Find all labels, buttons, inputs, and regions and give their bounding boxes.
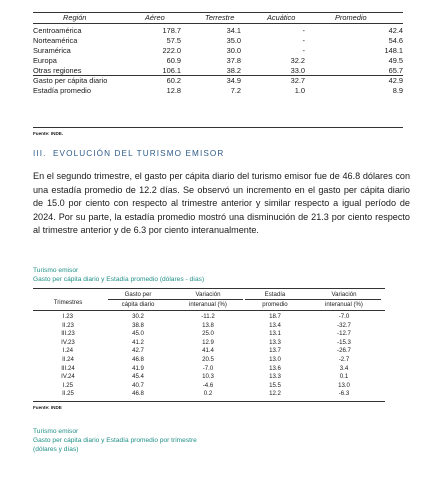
table-row — [33, 313, 385, 321]
header-gasto-l2: cápita diario — [121, 301, 155, 308]
value-cell: 12.9 — [202, 338, 214, 346]
value-cell: 35.0 — [226, 36, 241, 45]
quarter-cell: II.25 — [62, 390, 74, 398]
value-cell: 40.7 — [132, 381, 144, 389]
value-cell: 30.0 — [226, 46, 241, 55]
value-cell: 13.7 — [269, 347, 281, 355]
table2-header-rule — [33, 310, 385, 311]
value-cell: 1.0 — [294, 86, 305, 95]
value-cell: 41.9 — [132, 364, 144, 372]
value-cell: 33.0 — [290, 66, 305, 75]
value-cell: 0.1 — [339, 373, 349, 381]
table-row — [33, 356, 385, 364]
region-cell: Gasto per cápita diario — [33, 76, 108, 85]
table2-bottom-rule — [33, 401, 385, 402]
region-cell: Suramérica — [33, 46, 71, 55]
value-cell: 106.1 — [162, 66, 181, 75]
value-cell: -11.2 — [201, 313, 215, 320]
quarter-cell: II.23 — [62, 321, 74, 329]
value-cell: -6.3 — [338, 390, 350, 398]
value-cell: 34.9 — [226, 76, 241, 85]
value-cell: 10.3 — [202, 373, 214, 381]
table-row — [33, 347, 385, 355]
section-title: EVOLUCIÓN DEL TURISMO EMISOR — [53, 149, 225, 158]
table-row — [33, 36, 403, 45]
value-cell: -15.3 — [337, 338, 351, 346]
value-cell: -7.0 — [338, 313, 350, 320]
table2-caption-title: Turismo emisor — [33, 267, 79, 274]
table-row — [33, 365, 385, 373]
header-gasto-l1: Gasto per — [124, 291, 152, 298]
value-cell: 3.4 — [339, 364, 349, 372]
value-cell: 57.5 — [166, 36, 181, 45]
chart-caption-units: (dólares y días) — [33, 446, 79, 453]
header-var2-l1: Variación — [331, 291, 357, 298]
region-cell: Europa — [33, 56, 57, 65]
table-row — [33, 330, 385, 338]
value-cell: - — [302, 36, 305, 45]
quarter-cell: III.23 — [61, 330, 75, 338]
header-var1-l1: Variación — [195, 291, 221, 298]
header-var1-l2: interanual (%) — [189, 301, 227, 308]
value-cell: 38.2 — [226, 66, 241, 75]
value-cell: 15.5 — [269, 381, 281, 389]
quarter-cell: I.24 — [62, 347, 74, 355]
quarter-cell: II.24 — [62, 356, 74, 363]
value-cell: 13.4 — [269, 321, 281, 329]
value-cell: 41.4 — [202, 347, 214, 355]
value-cell: 148.1 — [384, 46, 403, 55]
value-cell: 34.1 — [226, 26, 241, 35]
chart-caption-title: Turismo emisor — [33, 428, 79, 435]
value-cell: -12.7 — [337, 330, 351, 338]
quarter-cell: I.23 — [62, 313, 74, 320]
value-cell: 222.0 — [162, 46, 181, 55]
value-cell: 178.7 — [162, 26, 181, 35]
value-cell: 12.2 — [269, 390, 281, 398]
value-cell: 32.2 — [290, 56, 305, 65]
value-cell: 13.6 — [269, 364, 281, 372]
header-estadia-l1: Estadía — [264, 291, 286, 298]
table-row — [33, 339, 385, 347]
table-row — [33, 76, 403, 85]
value-cell: 42.4 — [388, 26, 403, 35]
region-cell: Otras regiones — [33, 66, 82, 75]
table2-group-rule-right — [245, 299, 381, 300]
table-row — [33, 382, 385, 390]
header-acuatico: Acuático — [267, 13, 296, 22]
table1-source: Fuente: INDE. — [33, 131, 64, 136]
value-cell: 38.8 — [132, 321, 144, 329]
table-row — [33, 56, 403, 65]
table-row — [33, 373, 385, 381]
value-cell: - — [302, 46, 305, 55]
table-header-rule — [33, 23, 403, 24]
value-cell: -32.7 — [337, 321, 351, 329]
value-cell: 46.8 — [132, 390, 144, 398]
value-cell: 8.9 — [392, 86, 403, 95]
value-cell: 13.0 — [338, 381, 350, 389]
value-cell: 60.2 — [166, 76, 181, 85]
value-cell: 13.8 — [202, 321, 214, 329]
value-cell: 18.7 — [269, 313, 281, 320]
value-cell: 46.8 — [132, 356, 144, 363]
table-row — [33, 46, 403, 55]
region-cell: Centroamérica — [33, 26, 82, 35]
value-cell: -7.0 — [202, 364, 214, 372]
value-cell: 20.5 — [202, 356, 214, 363]
table2-group-rule-left — [108, 299, 243, 300]
section-heading — [33, 149, 224, 158]
header-var2-l2: interanual (%) — [325, 301, 363, 308]
value-cell: 42.7 — [132, 347, 144, 355]
table-bottom-rule — [33, 127, 403, 128]
value-cell: 41.2 — [132, 338, 144, 346]
header-promedio: Promedio — [335, 13, 367, 22]
header-trimestres: Trimestres — [53, 299, 83, 306]
quarter-cell: III.24 — [61, 364, 75, 372]
value-cell: 42.9 — [388, 76, 403, 85]
value-cell: 60.9 — [166, 56, 181, 65]
value-cell: 37.8 — [226, 56, 241, 65]
quarter-cell: IV.24 — [61, 373, 75, 381]
table2-caption-subtitle: Gasto per cápita diario y Estadía promedio (dólares - días) — [33, 276, 205, 283]
value-cell: 25.0 — [202, 330, 214, 338]
table-row — [33, 26, 403, 35]
table2-top-rule — [33, 288, 385, 289]
value-cell: 13.1 — [269, 330, 281, 338]
value-cell: 0.2 — [203, 390, 213, 398]
value-cell: -2.7 — [338, 356, 350, 363]
table-row — [33, 390, 385, 398]
table-summary-rule — [33, 75, 403, 76]
value-cell: 13.3 — [269, 338, 281, 346]
chart-caption-subtitle: Gasto per cápita diario y Estadía promedio por trimestre — [33, 437, 197, 444]
value-cell: 30.2 — [132, 313, 144, 320]
table-row — [33, 322, 385, 330]
value-cell: 7.2 — [230, 86, 241, 95]
value-cell: 13.3 — [269, 373, 281, 381]
quarter-cell: I.25 — [62, 381, 74, 389]
table-row — [33, 66, 403, 75]
value-cell: 65.7 — [388, 66, 403, 75]
table-row — [33, 86, 403, 95]
header-terrestre: Terrestre — [205, 13, 235, 22]
value-cell: 12.8 — [166, 86, 181, 95]
value-cell: 49.5 — [388, 56, 403, 65]
value-cell: 32.7 — [290, 76, 305, 85]
value-cell: 13.0 — [269, 356, 281, 363]
value-cell: 45.4 — [132, 373, 144, 381]
section-number: III. — [33, 149, 47, 158]
region-cell: Norteamérica — [33, 36, 78, 45]
value-cell: 54.6 — [388, 36, 403, 45]
header-estadia-l2: promedio — [262, 301, 288, 308]
quarter-cell: IV.23 — [61, 338, 75, 346]
region-cell: Estadía promedio — [33, 86, 91, 95]
header-aereo: Aéreo — [145, 13, 165, 22]
header-region: Región — [63, 13, 87, 22]
value-cell: -4.6 — [202, 381, 214, 389]
table2-source: Fuente: INDE — [33, 405, 62, 410]
value-cell: 45.0 — [132, 330, 144, 338]
body-paragraph: En el segundo trimestre, el gasto per cápita diario del turismo emisor fue de 46.8 dólares con una estadía promedio de 12.2 días. Se observó un incremento en el gasto per cápita diario de 15.0 por ciento con respecto al trimestre anterior y similar respecto a igual período de 2024. Por su parte, la estadía promedio mostró una disminución de 21.3 por ciento respecto al trimestre anterior y de 6.3 por ciento interanualmente. — [33, 171, 410, 236]
value-cell: - — [302, 26, 305, 35]
value-cell: -26.7 — [337, 347, 351, 355]
